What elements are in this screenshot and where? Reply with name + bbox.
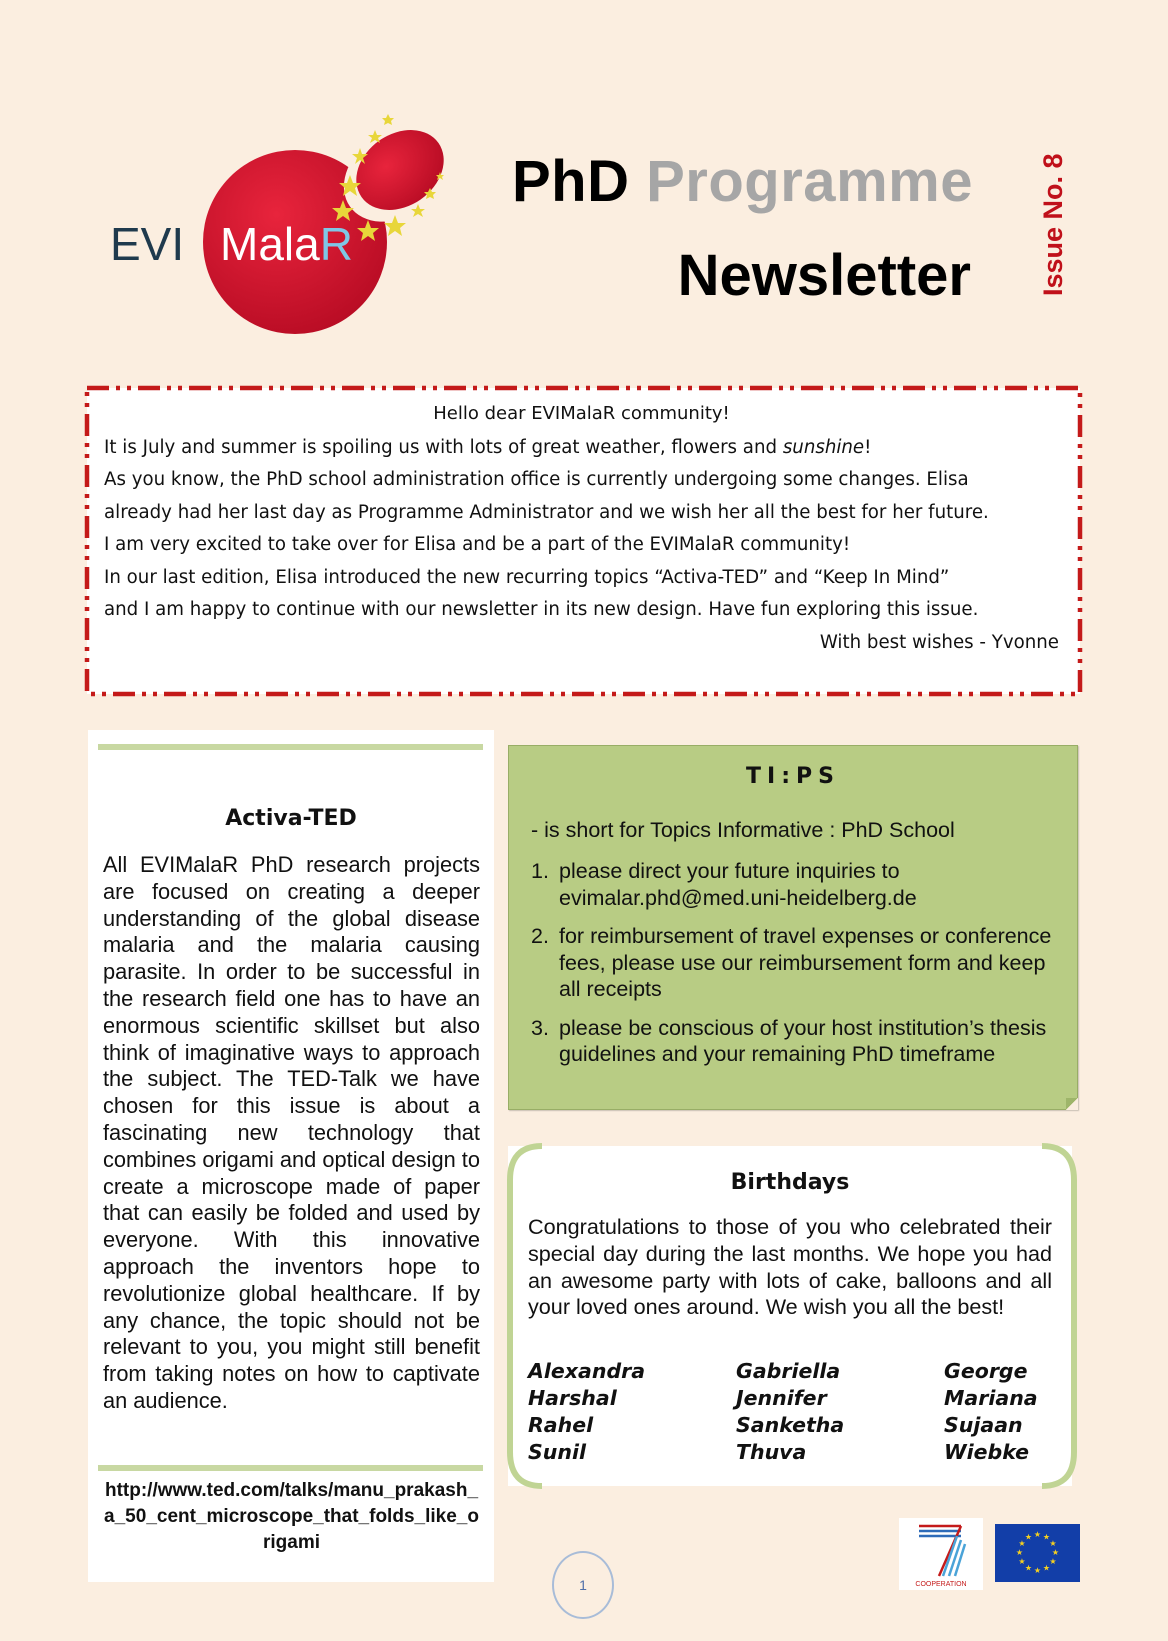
intro-line: As you know, the PhD school administration office is currently undergoing some changes. Elisa [104, 469, 969, 490]
birthday-name: Thuva [736, 1440, 807, 1464]
issue-number: Issue No. 8 [1038, 153, 1068, 296]
tips-list [531, 858, 1071, 1080]
tips-box [508, 745, 1078, 1110]
svg-text:★: ★ [1033, 1530, 1042, 1539]
tips-intro: - is short for Topics Informative : PhD School [531, 818, 955, 842]
contact-email[interactable]: evimalar.phd@med.uni-heidelberg.de [559, 885, 917, 910]
intro-signature: With best wishes - Yvonne [819, 631, 1059, 653]
birthdays-card [508, 1146, 1072, 1486]
svg-text:★: ★ [1033, 1566, 1042, 1575]
birthdays-heading: Birthdays [730, 1170, 850, 1195]
birthday-name: Wiebke [944, 1440, 1030, 1464]
svg-text:★: ★ [1015, 1548, 1024, 1557]
intro-greeting: Hello dear EVIMalaR community! [433, 403, 730, 424]
title-programme: Programme [646, 149, 973, 214]
svg-text:★: ★ [1018, 1557, 1026, 1566]
newsletter-title-line2: Newsletter [677, 243, 971, 308]
tips-heading: TI:PS [746, 764, 840, 789]
birthday-name: Sujaan [944, 1413, 1023, 1437]
birthday-name: Harshal [528, 1386, 617, 1410]
tips-item: 2. for reimbursement of travel expenses or conference fees, please use our reimbursement form and keep all receipts [531, 924, 1052, 1001]
intro-letter-box [87, 388, 1080, 694]
title-phd: PhD [512, 149, 630, 214]
svg-text:★: ★ [1049, 1539, 1057, 1548]
svg-text:★: ★ [1024, 1563, 1033, 1573]
page-number: 1 [552, 1551, 614, 1619]
activa-ted-body: All EVIMalaR PhD research projects are focused on creating a deeper understanding of the global disease malaria and the malaria causing parasite. In order to be successful in the research field one has to have an enormous scientific skillset but also think of imaginative ways to approach the subject. The TED-Talk we have chosen for this issue is about a fascinating new technology that combines origami and optical design to create a microscope made of paper that can easily be folded and used by everyone. With this innovative approach the inventors hope to revolutionize global healthcare. If by any chance, the topic should not be relevant to you, you might still benefit from taking notes on how to captivate an audience. [103, 852, 480, 1413]
birthday-name: Mariana [944, 1386, 1038, 1410]
intro-line: It is July and summer is spoiling us with lots of great weather, flowers and sunshine! [104, 436, 872, 458]
ted-talk-link[interactable]: http://www.ted.com/talks/manu_prakash_a_50_cent_microscope_that_folds_like_origami [104, 1480, 479, 1553]
svg-text:MalaR: MalaR [220, 218, 353, 270]
folded-corner [1066, 1098, 1078, 1110]
svg-text:★: ★ [1042, 1563, 1051, 1573]
divider-bottom [98, 1465, 483, 1471]
tips-item: 3. please be conscious of your host institution’s thesis guidelines and your remaining PhD timeframe [531, 1015, 1047, 1066]
tips-item: 1. please direct your future inquiries to evimalar.phd@med.uni-heidelberg.de [531, 858, 1071, 911]
activa-ted-card [88, 730, 494, 1582]
evimalar-logo [110, 80, 470, 350]
birthday-name: Gabriella [736, 1359, 841, 1383]
birthday-name: Jennifer [736, 1386, 827, 1410]
divider-top [98, 744, 483, 750]
eu-flag-icon [995, 1524, 1080, 1582]
intro-line: I am very excited to take over for Elisa and be a part of the EVIMalaR community! [104, 534, 851, 555]
svg-text:COOPERATION: COOPERATION [915, 1581, 967, 1588]
intro-line: and I am happy to continue with our newsletter in its new design. Have fun exploring this issue. [104, 599, 979, 620]
fp7-cooperation-logo [899, 1518, 983, 1590]
birthday-name: Alexandra [528, 1359, 646, 1383]
intro-line: In our last edition, Elisa introduced the new recurring topics “Activa-TED” and “Keep In Mind” [104, 566, 950, 588]
svg-text:★: ★ [1051, 1548, 1060, 1557]
birthday-name: Rahel [528, 1413, 594, 1437]
intro-line: already had her last day as Programme Administrator and we wish her all the best for her future. [104, 501, 989, 523]
svg-text:★: ★ [1042, 1532, 1051, 1542]
svg-text:★: ★ [1018, 1539, 1026, 1548]
newsletter-title-line1 [512, 148, 973, 215]
birthday-name: George [944, 1359, 1028, 1383]
birthday-names [528, 1358, 1058, 1466]
svg-text:★: ★ [1024, 1532, 1033, 1542]
svg-text:★: ★ [1049, 1557, 1057, 1566]
birthday-name: Sanketha [736, 1413, 845, 1437]
logo-text-evi: EVI [110, 218, 185, 270]
birthday-name: Sunil [528, 1440, 587, 1464]
activa-ted-heading: Activa-TED [225, 806, 357, 831]
birthdays-body: Congratulations to those of you who celebrated their special day during the last months. We hope you had an awesome party with lots of cake, balloons and all your loved ones around. We wish you all the best! [528, 1214, 1052, 1320]
